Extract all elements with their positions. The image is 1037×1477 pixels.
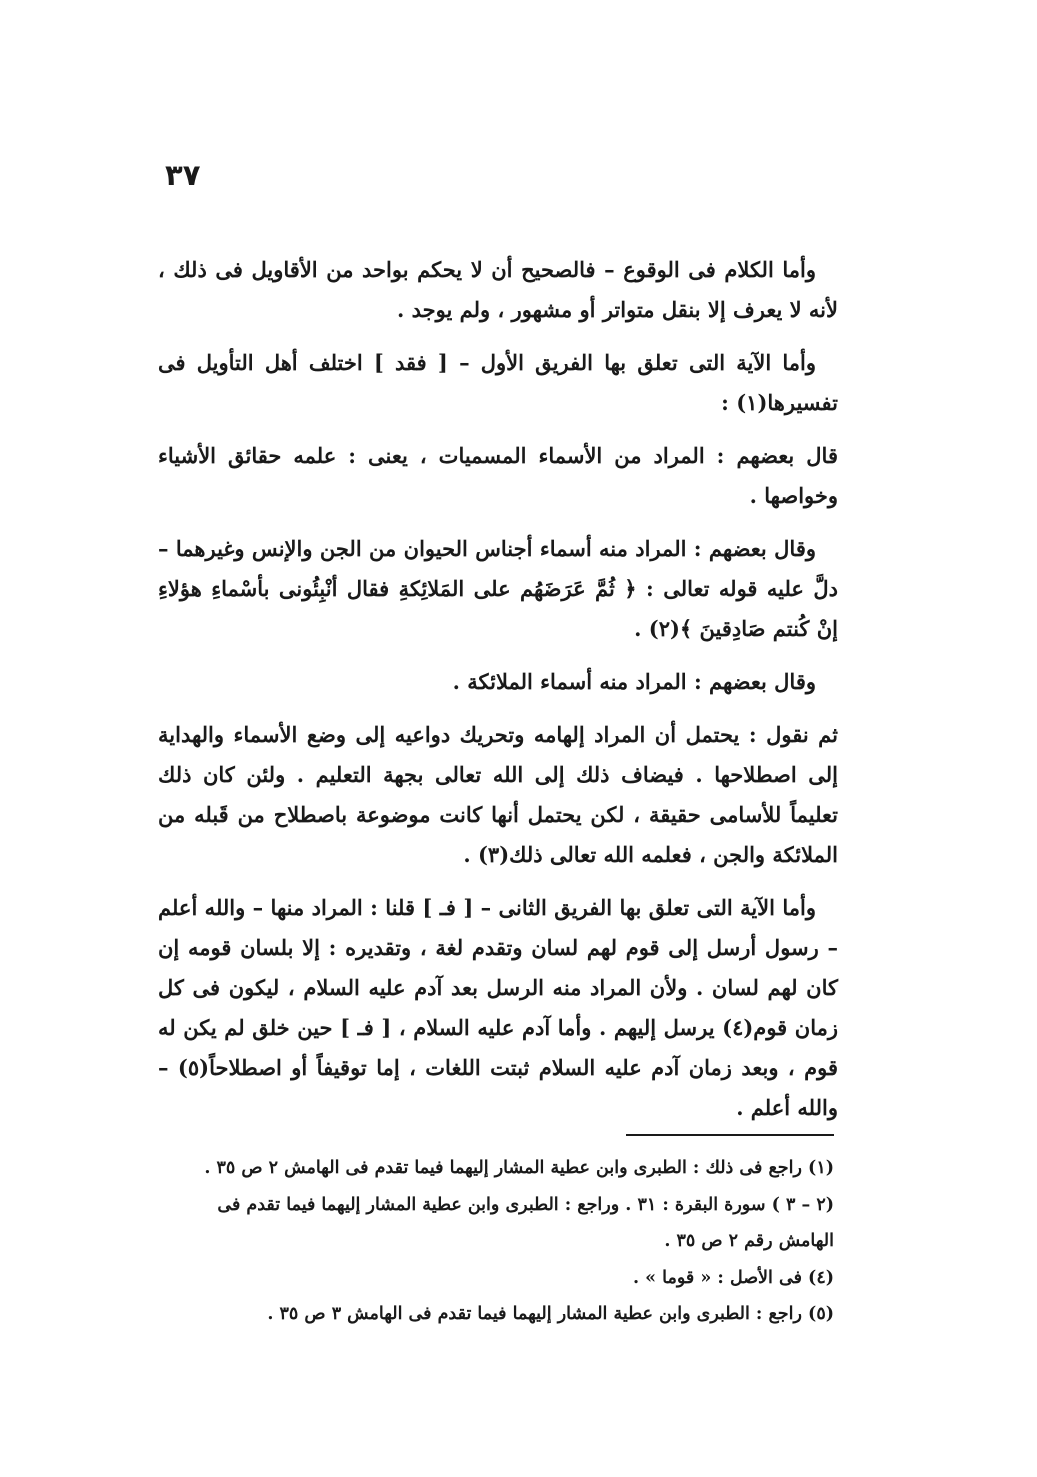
footnote-4: (٤) فى الأصل : « قوما » .: [632, 1267, 834, 1288]
paragraph-2: وأما الآية التى تعلق بها الفريق الأول – [ فقد ] اختلف أهل التأويل فى تفسيرها(١) :: [158, 350, 838, 415]
paragraph-6: ثم نقول : يحتمل أن المراد إلهامه وتحريك دواعيه إلى وضع الأسماء والهداية إلى اصطلاحها . فيضاف ذلك إلى الله تعالى بجهة التعليم . ولئن كان ذلك تعليماً للأسامى حقيقة ، لكن يحتمل أنها كانت موضوعة باصطلاح من قَبله من الملائكة والجن ، فعلمه الله تعالى ذلك(٣) .: [158, 722, 838, 867]
footnote-5: (٥) راجع : الطبرى وابن عطية المشار إليهما فيما تقدم فى الهامش ٣ ص ٣٥ .: [267, 1304, 834, 1324]
paragraph-1: وأما الكلام فى الوقوع – فالصحيح أن لا يحكم بواحد من الأقاويل فى ذلك ، لأنه لا يعرف إلا بنقل متواتر أو مشهور ، ولم يوجد .: [158, 257, 838, 322]
footnote-1: (١) راجع فى ذلك : الطبرى وابن عطية المشار إليهما فيما تقدم فى الهامش ٢ ص ٣٥ .: [204, 1158, 834, 1178]
paragraph-4: وقال بعضهم : المراد منه أسماء أجناس الحيوان من الجن والإنس وغيرهما – دلَّ عليه قوله تعالى : ﴿ ثُمَّ عَرَضَهُم على المَلائِكةِ فقال أنْبِئُونى بأسْماءِ هؤلاءِ إنْ كُنتم صَادِقينَ ﴾(٢) .: [158, 536, 838, 641]
paragraph-5: وقال بعضهم : المراد منه أسماء الملائكة .: [452, 669, 816, 694]
footnote-2: (٢ – ٣ ) سورة البقرة : ٣١ . وراجع : الطبرى وابن عطية المشار إليهما فيما تقدم فى الهامش رقم ٢ ص ٣٥ .: [217, 1194, 834, 1251]
page-number: ٣٧: [165, 158, 201, 192]
body-text: [158, 250, 838, 1128]
footnotes: [158, 1150, 834, 1333]
paragraph-3: قال بعضهم : المراد من الأسماء المسميات ، يعنى : علمه حقائق الأشياء وخواصها .: [158, 443, 838, 508]
paragraph-7: وأما الآية التى تعلق بها الفريق الثانى – [ فـ ] قلنا : المراد منها – والله أعلم – رسول أرسل إلى قوم لهم لسان وتقدم لغة ، وتقديره : إلا بلسان قومه إن كان لهم لسان . ولأن المراد منه الرسل بعد آدم عليه السلام ، ليكون فى كل زمان قوم(٤) يرسل إليهم . وأما آدم عليه السلام ، [ فـ ] حين خلق لم يكن له قوم ، وبعد زمان آدم عليه السلام ثبتت اللغات ، إما توقيفاً أو اصطلاحاً(٥) – والله أعلم .: [158, 895, 839, 1120]
footnote-separator: [626, 1134, 834, 1136]
